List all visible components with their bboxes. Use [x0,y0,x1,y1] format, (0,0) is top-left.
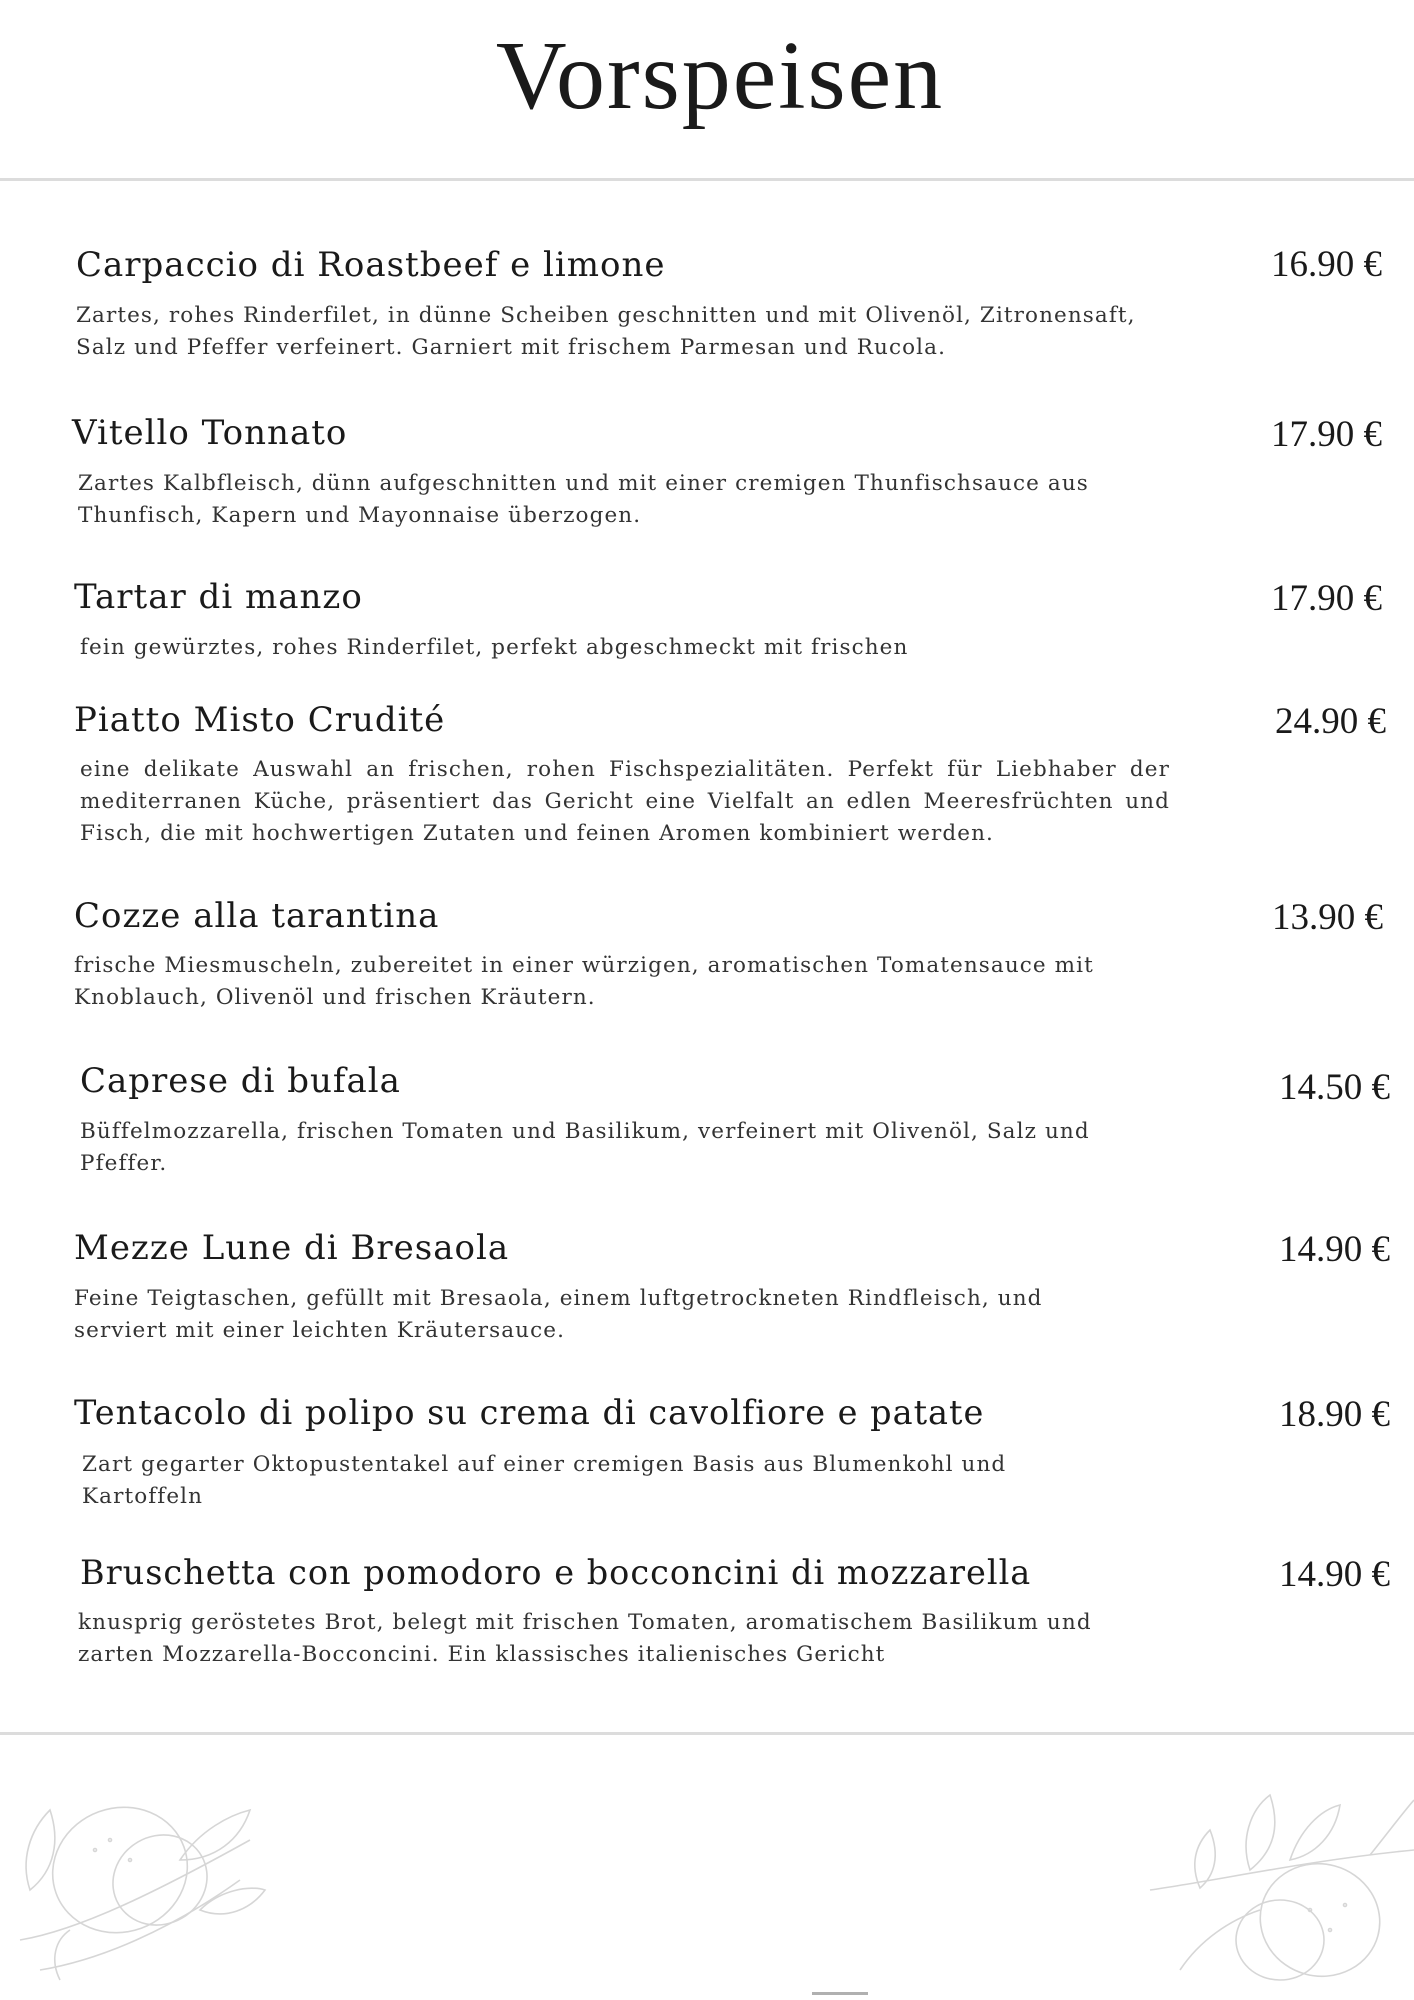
item-description: Büffelmozzarella, frischen Tomaten und Basilikum, verfeinert mit Olivenöl, Salz und Pfeffer. [80,1119,1090,1176]
page-footer-fragment [800,1984,880,2000]
item-price: 16.90 € [1271,244,1382,285]
item-price: 14.50 € [1279,1067,1390,1108]
page-title: Vorspeisen [495,22,945,130]
item-price: 14.90 € [1279,1229,1390,1270]
item-name: Caprese di bufala [80,1061,401,1101]
item-name: Carpaccio di Roastbeef e limone [76,245,666,285]
item-price: 24.90 € [1275,701,1386,742]
top-divider [0,178,1414,181]
item-price: 17.90 € [1271,414,1382,455]
item-name: Tartar di manzo [74,577,363,617]
item-description: fein gewürztes, rohes Rinderfilet, perfekt abgeschmeckt mit frischen [80,635,909,660]
item-name: Bruschetta con pomodoro e bocconcini di mozzarella [80,1553,1032,1592]
item-name: Piatto Misto Crudité [74,700,446,740]
item-name: Vitello Tonnato [72,413,348,453]
item-description: Zart gegarter Oktopustentakel auf einer cremigen Basis aus Blumenkohl und Kartoffeln [82,1452,1007,1509]
item-price: 13.90 € [1272,897,1383,938]
lemon-branch-right-illustration [1140,1770,1414,2000]
item-price: 14.90 € [1279,1554,1390,1595]
item-name: Mezze Lune di Bresaola [74,1228,510,1268]
bottom-divider [0,1732,1414,1735]
item-description: Feine Teigtaschen, gefüllt mit Bresaola, einem luftgetrockneten Rindfleisch, und serviert mit einer leichten Kräutersauce. [74,1286,1043,1343]
item-description: frische Miesmuscheln, zubereitet in einer würzigen, aromatischen Tomatensauce mit Knoblauch, Olivenöl und frischen Kräutern. [74,953,1094,1010]
item-description: eine delikate Auswahl an frischen, rohen Fischspezialitäten. Perfekt für Liebhaber der mediterranen Küche, präsentiert das Gericht eine Vielfalt an edlen Meeresfrüchten und Fisch, die mit hochwertigen Zutaten und feinen Aromen kombiniert werden. [80,757,1170,846]
item-description: Zartes, rohes Rinderfilet, in dünne Scheiben geschnitten und mit Olivenöl, Zitronensaft, Salz und Pfeffer verfeinert. Garniert mit frischem Parmesan und Rucola. [76,303,1136,360]
item-name: Tentacolo di polipo su crema di cavolfiore e patate [74,1393,985,1432]
lemon-branch-left-illustration [0,1770,290,2000]
item-price: 18.90 € [1279,1394,1390,1435]
item-name: Cozze alla tarantina [74,896,440,936]
item-price: 17.90 € [1271,578,1382,619]
item-description: Zartes Kalbfleisch, dünn aufgeschnitten und mit einer cremigen Thunfischsauce aus Thunfisch, Kapern und Mayonnaise überzogen. [78,471,1089,528]
item-description: knusprig geröstetes Brot, belegt mit frischen Tomaten, aromatischem Basilikum und zarten Mozzarella-Bocconcini. Ein klassisches italienisches Gericht [78,1610,1092,1667]
